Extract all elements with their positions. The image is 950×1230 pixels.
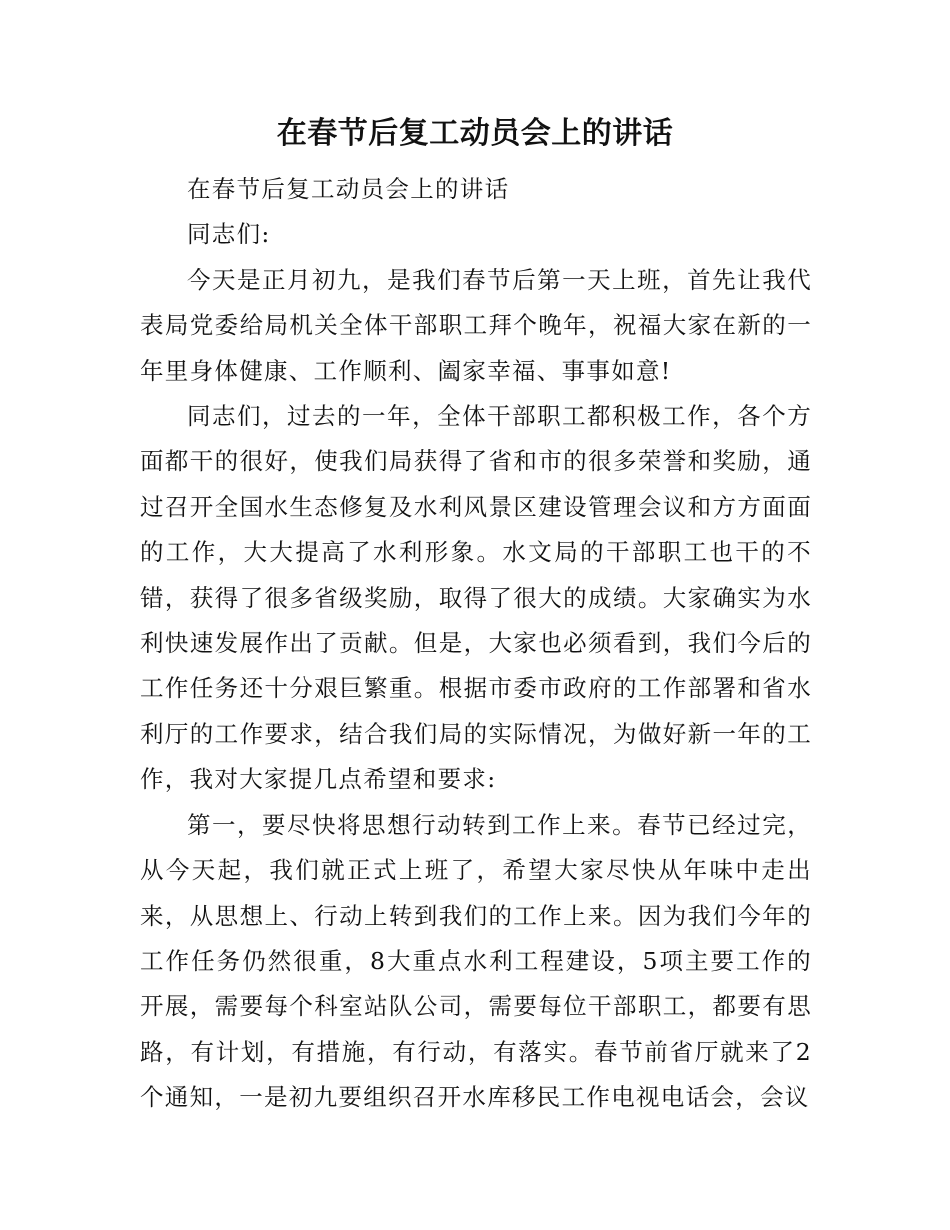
paragraph-review: 同志们，过去的一年，全体干部职工都积极工作，各个方面都干的很好，使我们局获得了省和市的很多荣誉和奖励，通过召开全国水生态修复及水利风景区建设管理会议和方方面面的工作，大大提高了水利形象。水文局的干部职工也干的不错，获得了很多省级奖励，取得了很大的成绩。大家确实为水利快速发展作出了贡献。但是，大家也必须看到，我们今后的工作任务还十分艰巨繁重。根据市委市政府的工作部署和省水利厅的工作要求，结合我们局的实际情况，为做好新一年的工作，我对大家提几点希望和要求: bbox=[140, 402, 812, 794]
paragraph-salutation: 同志们: bbox=[187, 220, 271, 249]
page-title: 在春节后复工动员会上的讲话 bbox=[276, 116, 674, 151]
paragraph-greeting: 今天是正月初九，是我们春节后第一天上班，首先让我代表局党委给局机关全体干部职工拜个晚年，祝福大家在新的一年里身体健康、工作顺利、阖家幸福、事事如意! bbox=[140, 265, 812, 385]
paragraph-point-one: 第一，要尽快将思想行动转到工作上来。春节已经过完，从今天起，我们就正式上班了，希望大家尽快从年味中走出来，从思想上、行动上转到我们的工作上来。因为我们今年的工作任务仍然很重，8大重点水利工程建设，5项主要工作的开展，需要每个科室站队公司，需要每位干部职工，都要有思路，有计划，有措施，有行动，有落实。春节前省厅就来了2个通知，一是初九要组织召开水库移民工作电视电话会，会议 bbox=[140, 810, 812, 1112]
paragraph-subtitle: 在春节后复工动员会上的讲话 bbox=[187, 175, 510, 203]
document-body bbox=[140, 167, 812, 1121]
